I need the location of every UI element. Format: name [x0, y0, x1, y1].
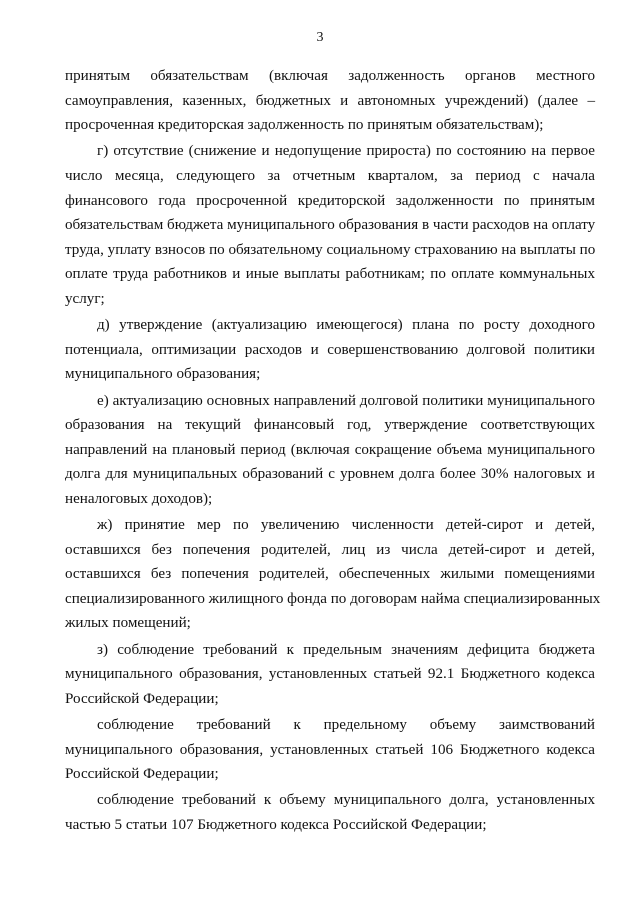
- paragraph-municipal-debt: [65, 788, 595, 837]
- text-line: услуг;: [65, 290, 105, 307]
- text-line: ж) принятие мер по увеличению численности детей-сирот и детей,: [97, 517, 595, 534]
- text-line: образования на текущий финансовый год, утверждение соответствующих: [65, 417, 595, 434]
- text-line: е) актуализацию основных направлений долговой политики муниципального: [97, 392, 595, 409]
- text-line: г) отсутствие (снижение и недопущение прироста) по состоянию на первое: [97, 143, 595, 160]
- paragraph-item-e: [65, 389, 595, 512]
- document-body: [65, 64, 601, 839]
- paragraph-item-d: [65, 313, 595, 387]
- text-line: обязательствам бюджета муниципального образования в части расходов на оплату: [65, 217, 596, 234]
- paragraph-item-g: [65, 139, 595, 311]
- paragraph-item-z: [65, 638, 595, 712]
- text-line: оставшихся без попечения родителей, обеспеченных жилыми помещениями: [65, 566, 595, 583]
- text-line: потенциала, оптимизации расходов и совершенствованию долговой политики: [65, 341, 595, 358]
- text-line: соблюдение требований к объему муниципального долга, установленных: [97, 792, 595, 809]
- page-number: 3: [316, 30, 324, 45]
- text-line: оставшихся без попечения родителей, лиц из числа детей-сирот и детей,: [65, 541, 595, 558]
- text-line: жилых помещений;: [65, 615, 191, 632]
- text-line: муниципального образования, установленных статьей 92.1 Бюджетного кодекса: [65, 666, 595, 683]
- text-line: оплате труда работников и иные выплаты работникам; по оплате коммунальных: [65, 266, 595, 283]
- text-line: муниципального образования;: [65, 366, 261, 383]
- text-line: неналоговых доходов);: [65, 490, 213, 507]
- text-line: муниципального образования, установленных статьей 106 Бюджетного кодекса: [65, 741, 595, 758]
- text-line: самоуправления, казенных, бюджетных и автономных учреждений) (далее –: [65, 92, 595, 109]
- text-line: Российской Федерации;: [65, 766, 219, 783]
- text-line: число месяца, следующего за отчетным кварталом, за период с начала: [65, 167, 595, 184]
- paragraph-item-zh: [65, 513, 601, 636]
- text-line: д) утверждение (актуализацию имеющегося) плана по росту доходного: [97, 317, 595, 334]
- text-line: финансового года просроченной кредиторской задолженности по принятым: [65, 192, 595, 209]
- text-line: принятым обязательствам (включая задолженность органов местного: [65, 68, 595, 84]
- text-line: труда, уплату взносов по обязательному социальному страхованию на выплаты по: [65, 241, 596, 258]
- text-line: направлений на плановый период (включая сокращение объема муниципального: [65, 441, 595, 458]
- paragraph-continuation: [65, 64, 595, 138]
- text-line: з) соблюдение требований к предельным значениям дефицита бюджета: [97, 641, 595, 658]
- text-line: долга для муниципальных образований с уровнем долга более 30% налоговых и: [65, 466, 595, 483]
- paragraph-borrowing-limits: [65, 713, 595, 787]
- text-line: специализированного жилищного фонда по договорам найма специализированных: [65, 590, 601, 607]
- text-line: частью 5 статьи 107 Бюджетного кодекса Российской Федерации;: [65, 816, 487, 833]
- text-line: Российской Федерации;: [65, 690, 219, 707]
- text-line: соблюдение требований к предельному объему заимствований: [97, 717, 595, 733]
- text-line: просроченная кредиторская задолженность по принятым обязательствам);: [65, 117, 544, 134]
